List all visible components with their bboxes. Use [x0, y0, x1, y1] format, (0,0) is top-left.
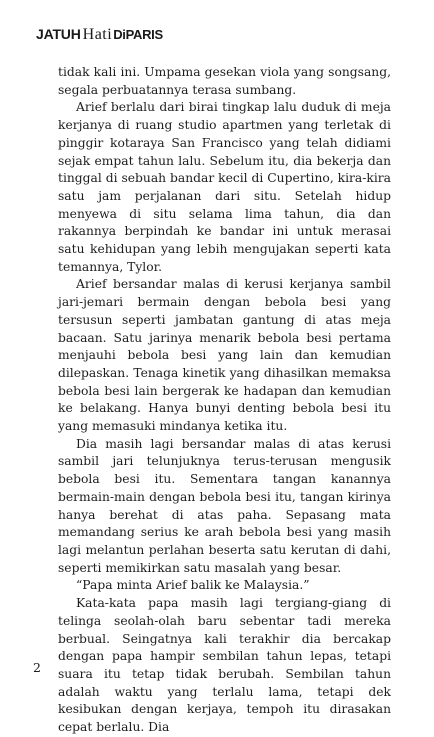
header-title-part2: Hati [82, 26, 113, 43]
running-header [36, 26, 163, 44]
paragraph: Arief berlalu dari birai tingkap lalu duduk di meja kerjanya di ruang studio apartmen yang terletak di pinggir kotaraya San Francisco yang telah didiami sejak empat tahun lalu. Sebelum itu, dia bekerja dan tinggal di sebuah bandar kecil di Cupertino, kira-kira satu jam perjalanan dari situ. Setelah hidup menyewa di situ selama lima tahun, dia dan rakannya berpindah ke bandar ini untuk merasai satu kehidupan yang lebih mengujakan seperti kata temannya, Tylor. [58, 100, 391, 274]
paragraph: Dia masih lagi bersandar malas di atas kerusi sambil jari telunjuknya terus-terusan mengusik bebola besi itu. Sementara tangan kanannya bermain-main dengan bebola besi itu, tangan kirinya hanya berehat di atas paha. Sepasang mata memandang serius ke arah bebola besi yang masih lagi melantun perlahan beserta satu kerutan di dahi, seperti memikirkan satu masalah yang besar. [58, 436, 391, 575]
paragraph: Kata-kata papa masih lagi tergiang-giang di telinga seolah-olah baru sebentar tadi mereka berbual. Seingatnya kali terakhir dia bercakap dengan papa hampir sembilan tahun lepas, tetapi suara itu tetap tidak berubah. Sembilan tahun adalah waktu yang terlalu lama, tetapi dek kesibukan dengan kerjaya, tempoh itu dirasakan cepat berlalu. Dia [58, 596, 391, 735]
page-body [58, 64, 391, 737]
paragraph: tidak kali ini. Umpama gesekan viola yang songsang, segala perbuatannya terasa sumbang. [58, 65, 391, 97]
page-number: 2 [33, 660, 41, 675]
header-title-part1: JATUH [36, 26, 81, 42]
paragraph: Arief bersandar malas di kerusi kerjanya sambil jari-jemari bermain dengan bebola besi yang tersusun seperti jambatan gantung di atas meja bacaan. Satu jarinya menarik bebola besi pertama menjauhi bebola besi yang lain dan kemudian dilepaskan. Tenaga kinetik yang dihasilkan memaksa bebola besi lain bergerak ke hadapan dan kemudian ke belakang. Hanya bunyi denting bebola besi itu yang memasuki mindanya ketika itu. [58, 277, 391, 434]
paragraph-dialogue: “Papa minta Arief balik ke Malaysia.” [76, 578, 310, 593]
header-title-part3: DiPARIS [113, 27, 163, 42]
